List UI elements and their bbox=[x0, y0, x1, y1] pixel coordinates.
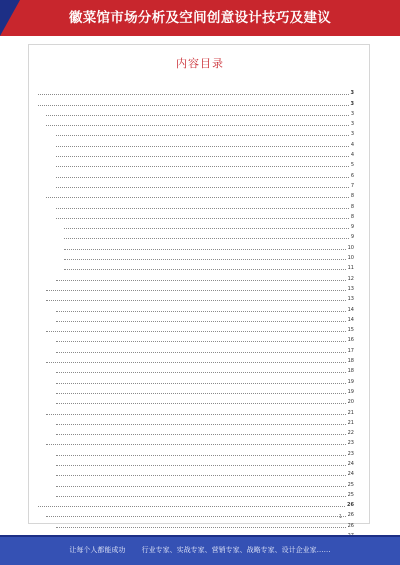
toc-entry[interactable] bbox=[36, 436, 354, 446]
footer-text bbox=[0, 535, 400, 565]
toc-entry[interactable] bbox=[36, 426, 354, 436]
toc-entry-page: 13 bbox=[347, 296, 354, 303]
toc-entry[interactable] bbox=[36, 127, 354, 137]
toc-entry[interactable] bbox=[36, 179, 354, 189]
toc-dot-leader bbox=[64, 259, 346, 260]
toc-dot-leader bbox=[56, 135, 349, 136]
toc-entry[interactable] bbox=[36, 333, 354, 343]
toc-entry[interactable] bbox=[36, 374, 354, 384]
toc-entry[interactable] bbox=[36, 96, 354, 106]
toc-dot-leader bbox=[56, 383, 346, 384]
toc-entry-page: 11 bbox=[347, 265, 354, 272]
toc-entry-page: 22 bbox=[347, 430, 354, 437]
toc-entry-page: 18 bbox=[347, 358, 354, 365]
footer-slogan: 让每个人都能成功 bbox=[69, 546, 126, 554]
toc-dot-leader bbox=[56, 475, 346, 476]
toc-dot-leader bbox=[56, 486, 346, 487]
toc-dot-leader bbox=[56, 403, 346, 404]
toc-dot-leader bbox=[46, 331, 346, 332]
toc-entry[interactable] bbox=[36, 467, 354, 477]
toc-entry[interactable] bbox=[36, 148, 354, 158]
toc-entry[interactable] bbox=[36, 518, 354, 528]
toc-entry[interactable] bbox=[36, 282, 354, 292]
toc-entry-page: 5 bbox=[350, 162, 354, 169]
toc-entry-page: 21 bbox=[347, 409, 354, 416]
toc-entry[interactable] bbox=[36, 446, 354, 456]
toc-entry-page: 9 bbox=[350, 224, 354, 231]
toc-dot-leader bbox=[56, 455, 346, 456]
toc-entry[interactable] bbox=[36, 189, 354, 199]
toc-entry-page: 3 bbox=[350, 110, 354, 117]
toc-dot-leader bbox=[64, 228, 349, 229]
toc-entry[interactable] bbox=[36, 168, 354, 178]
toc-dot-leader bbox=[46, 197, 349, 198]
toc-entry-page: 20 bbox=[347, 399, 354, 406]
toc-entry[interactable] bbox=[36, 302, 354, 312]
toc-entry[interactable] bbox=[36, 199, 354, 209]
toc-entry-page: 7 bbox=[350, 182, 354, 189]
toc-entry-page: 24 bbox=[347, 471, 354, 478]
toc-entry[interactable] bbox=[36, 137, 354, 147]
toc-title: 内容目录 bbox=[176, 57, 224, 70]
toc-entry[interactable] bbox=[36, 271, 354, 281]
toc-entry-page: 24 bbox=[347, 460, 354, 467]
toc-dot-leader bbox=[56, 187, 349, 188]
toc-entry-page: 10 bbox=[347, 244, 354, 251]
toc-dot-leader bbox=[56, 156, 349, 157]
toc-dot-leader bbox=[56, 311, 346, 312]
toc-entry-page: 9 bbox=[350, 234, 354, 241]
toc-entry-page: 14 bbox=[347, 306, 354, 313]
toc-entry[interactable] bbox=[36, 416, 354, 426]
toc-dot-leader bbox=[56, 208, 349, 209]
toc-dot-leader bbox=[56, 434, 346, 435]
toc-entry-page: 8 bbox=[350, 213, 354, 220]
toc-dot-leader bbox=[56, 321, 346, 322]
toc-entry-page: 23 bbox=[347, 450, 354, 457]
toc-dot-leader bbox=[46, 516, 346, 517]
toc-dot-leader bbox=[56, 496, 346, 497]
toc-entry-page: 19 bbox=[347, 388, 354, 395]
toc-dot-leader bbox=[56, 218, 349, 219]
toc-dot-leader bbox=[56, 465, 346, 466]
toc-entry[interactable] bbox=[36, 405, 354, 415]
toc-entry[interactable] bbox=[36, 508, 354, 518]
toc-dot-leader bbox=[46, 115, 349, 116]
toc-entry[interactable] bbox=[36, 107, 354, 117]
header-bar bbox=[0, 0, 400, 36]
toc-entry[interactable] bbox=[36, 251, 354, 261]
toc-entry[interactable] bbox=[36, 323, 354, 333]
toc-entry-page: 26 bbox=[347, 522, 354, 529]
toc-entry-page: 4 bbox=[350, 152, 354, 159]
toc-entry-page: 26 bbox=[347, 512, 354, 519]
toc-entry-page: 17 bbox=[347, 347, 354, 354]
toc-dot-leader bbox=[56, 166, 349, 167]
toc-entry[interactable] bbox=[36, 385, 354, 395]
toc-dot-leader bbox=[46, 444, 346, 445]
toc-entry-page: 19 bbox=[347, 378, 354, 385]
toc-entry-page: 4 bbox=[350, 141, 354, 148]
toc-entry[interactable] bbox=[36, 261, 354, 271]
toc-entry-page: 3 bbox=[350, 90, 354, 97]
toc-entry-page: 16 bbox=[347, 337, 354, 344]
toc-entry[interactable] bbox=[36, 220, 354, 230]
toc-entry-page: 3 bbox=[350, 131, 354, 138]
toc-entry[interactable] bbox=[36, 117, 354, 127]
toc-entry[interactable] bbox=[36, 158, 354, 168]
toc-dot-leader bbox=[56, 341, 346, 342]
toc-dot-leader bbox=[46, 300, 346, 301]
document-title: 徽菜馆市场分析及空间创意设计技巧及建议 bbox=[68, 10, 332, 26]
toc-dot-leader bbox=[46, 362, 346, 363]
toc-entry-page: 25 bbox=[347, 481, 354, 488]
page-number: 1 bbox=[338, 514, 342, 520]
toc-entry[interactable] bbox=[36, 354, 354, 364]
toc-entry[interactable] bbox=[36, 210, 354, 220]
toc-dot-leader bbox=[56, 424, 346, 425]
toc-entry-page: 3 bbox=[350, 121, 354, 128]
toc-dot-leader bbox=[46, 414, 346, 415]
toc-entry[interactable] bbox=[36, 343, 354, 353]
toc-entry-page: 25 bbox=[347, 491, 354, 498]
toc-dot-leader bbox=[38, 105, 349, 106]
footer-bar bbox=[0, 535, 400, 565]
toc-dot-leader bbox=[38, 506, 345, 507]
toc-entry-page: 8 bbox=[350, 193, 354, 200]
toc-entry[interactable] bbox=[36, 488, 354, 498]
toc-dot-leader bbox=[64, 249, 346, 250]
toc-entry-page: 14 bbox=[347, 316, 354, 323]
toc-entry[interactable] bbox=[36, 313, 354, 323]
toc-dot-leader bbox=[46, 290, 346, 291]
toc-entry[interactable] bbox=[36, 292, 354, 302]
footer-tagline: 行业专家、实战专家、营销专家、战略专家、设计企业家…… bbox=[141, 546, 331, 554]
toc-entry[interactable] bbox=[36, 240, 354, 250]
table-of-contents bbox=[36, 86, 354, 539]
toc-dot-leader bbox=[56, 280, 346, 281]
toc-entry[interactable] bbox=[36, 86, 354, 96]
toc-dot-leader bbox=[56, 372, 346, 373]
toc-entry[interactable] bbox=[36, 364, 354, 374]
toc-dot-leader bbox=[64, 269, 346, 270]
toc-entry-page: 6 bbox=[350, 172, 354, 179]
toc-entry-page: 18 bbox=[347, 368, 354, 375]
toc-entry[interactable] bbox=[36, 498, 354, 508]
toc-dot-leader bbox=[64, 238, 349, 239]
toc-entry[interactable] bbox=[36, 457, 354, 467]
toc-entry-page: 21 bbox=[347, 419, 354, 426]
toc-dot-leader bbox=[56, 527, 346, 528]
toc-dot-leader bbox=[38, 94, 349, 95]
toc-entry[interactable] bbox=[36, 477, 354, 487]
toc-entry-page: 10 bbox=[347, 255, 354, 262]
toc-entry-page: 12 bbox=[347, 275, 354, 282]
toc-entry-page: 26 bbox=[347, 502, 354, 509]
toc-dot-leader bbox=[56, 352, 346, 353]
toc-dot-leader bbox=[56, 177, 349, 178]
toc-entry[interactable] bbox=[36, 230, 354, 240]
toc-entry[interactable] bbox=[36, 395, 354, 405]
toc-dot-leader bbox=[46, 125, 349, 126]
toc-entry-page: 13 bbox=[347, 285, 354, 292]
toc-entry-page: 15 bbox=[347, 327, 354, 334]
toc-dot-leader bbox=[56, 146, 349, 147]
toc-dot-leader bbox=[56, 393, 346, 394]
toc-entry-page: 23 bbox=[347, 440, 354, 447]
toc-entry-page: 8 bbox=[350, 203, 354, 210]
toc-entry-page: 3 bbox=[350, 100, 354, 107]
